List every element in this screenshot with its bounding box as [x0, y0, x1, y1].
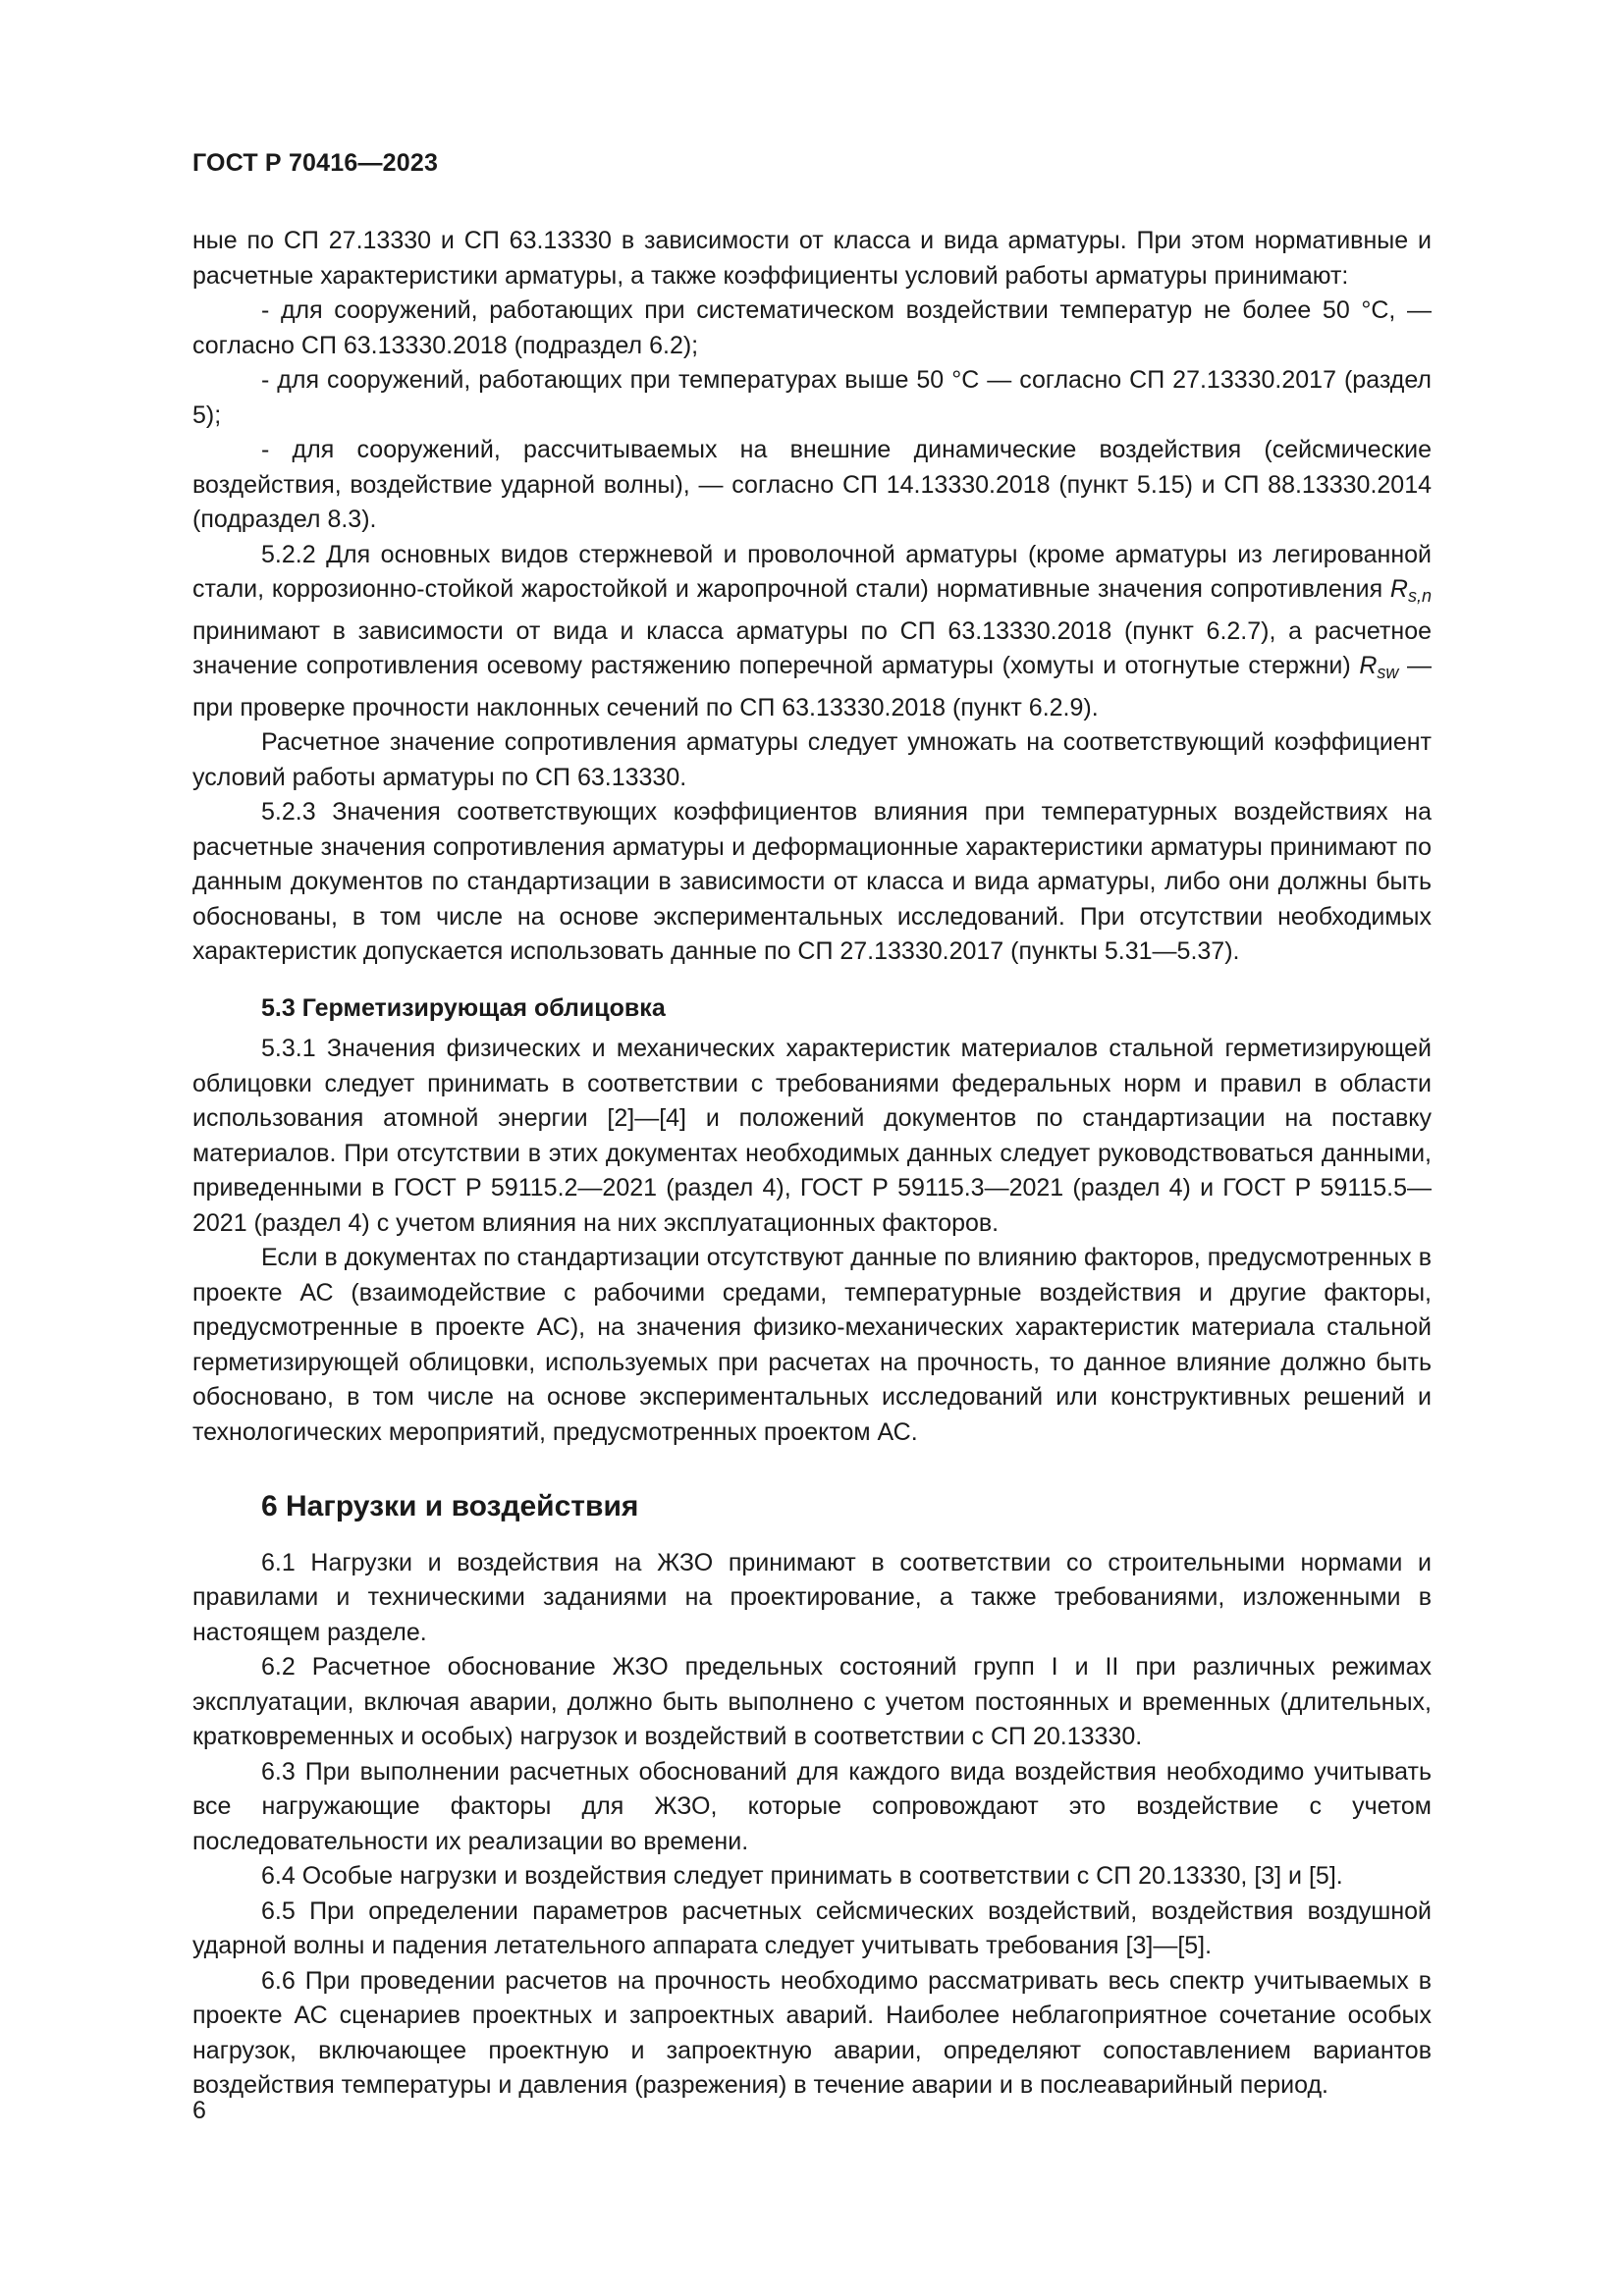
- section-heading-5-3: 5.3 Герметизирующая облицовка: [261, 993, 666, 1022]
- paragraph-6-1: 6.1 Нагрузки и воздействия на ЖЗО принимают в соответствии со строительными нормами и правилами и техническими заданиями на проектирование, а также требованиями, изложенными в настоящем разделе.: [192, 1548, 1432, 1646]
- list-item-dynamic-impacts: - для сооружений, рассчитываемых на внешние динамические воздействия (сейсмические воздействия, воздействие ударной волны), — согласно СП 14.13330.2018 (пункт 5.15) и СП 88.13330.2014 (подраздел 8.3).: [192, 436, 1432, 533]
- paragraph-6-6: 6.6 При проведении расчетов на прочность необходимо рассматривать весь спектр учитываемых в проекте АС сценариев проектных и запроектных аварий. Наиболее неблагоприятное сочетание особых нагрузок, включающее проектную и запроектную аварии, определяют сопоставлением вариантов воздействия температуры и давления (разрежения) в течение аварии и в послеаварийный период.: [192, 1966, 1432, 2100]
- paragraph-6-3: 6.3 При выполнении расчетных обоснований для каждого вида воздействия необходимо учитывать все нагружающие факторы для ЖЗО, которые сопровождают это воздействие с учетом последовательности их реализации во времени.: [192, 1757, 1432, 1855]
- document-body: [192, 224, 1432, 2104]
- document-code-header: ГОСТ Р 70416—2023: [192, 149, 439, 177]
- paragraph-5-3-1: 5.3.1 Значения физических и механических характеристик материалов стальной герметизирующей облицовки следует принимать в соответствии с требованиями федеральных норм и правил в области использования атомной энергии [2]—[4] и положений документов по стандартизации на поставку материалов. При отсутствии в этих документах необходимых данных следует руководствоваться данными, приведенными в ГОСТ Р 59115.2—2021 (раздел 4), ГОСТ Р 59115.3—2021 (раздел 4) и ГОСТ Р 59115.5—2021 (раздел 4) с учетом влияния на них эксплуатационных факторов.: [192, 1035, 1432, 1237]
- page-number: 6: [192, 2097, 206, 2124]
- symbol-r-sn: $R_{s,n}$: [1389, 575, 1432, 607]
- paragraph-6-2: 6.2 Расчетное обоснование ЖЗО предельных состояний групп I и II при различных режимах эксплуатации, включая аварии, должно быть выполнено с учетом постоянных и временных (длительных, кратковременных и особых) нагрузок и воздействий в соответствии с СП 20.13330.: [192, 1653, 1432, 1751]
- paragraph-6-5: 6.5 При определении параметров расчетных сейсмических воздействий, воздействия воздушной ударной волны и падения летательного аппарата следует учитывать требования [3]—[5].: [192, 1896, 1432, 1960]
- paragraph-5-2-3: 5.2.3 Значения соответствующих коэффициентов влияния при температурных воздействиях на расчетные значения сопротивления арматуры и деформационные характеристики арматуры принимают по данным документов по стандартизации в зависимости от класса и вида арматуры, либо они должны быть обоснованы, в том числе на основе экспериментальных исследований. При отсутствии необходимых характеристик допускается использовать данные по СП 27.13330.2017 (пункты 5.31—5.37).: [192, 798, 1432, 966]
- paragraph-design-resistance: Расчетное значение сопротивления арматуры следует умножать на соответствующий коэффициент условий работы арматуры по СП 63.13330.: [192, 728, 1432, 791]
- symbol-r-sw: $R_{sw}$: [1359, 652, 1399, 683]
- list-item-temp-below-50: - для сооружений, работающих при систематическом воздействии температур не более 50 °С, — согласно СП 63.13330.2018 (подраздел 6.2);: [192, 296, 1432, 359]
- paragraph-6-4: 6.4 Особые нагрузки и воздействия следует принимать в соответствии с СП 20.13330, [3] и [5].: [261, 1862, 1343, 1891]
- paragraph-continuation: ные по СП 27.13330 и СП 63.13330 в зависимости от класса и вида арматуры. При этом нормативные и расчетные характеристики арматуры, а также коэффициенты условий работы арматуры принимают:: [192, 227, 1432, 290]
- list-item-temp-above-50: - для сооружений, работающих при температурах выше 50 °С — согласно СП 27.13330.2017 (раздел 5);: [192, 366, 1432, 429]
- chapter-heading-6: 6 Нагрузки и воздействия: [261, 1490, 639, 1523]
- paragraph-5-2-2: 5.2.2 Для основных видов стержневой и проволочной арматуры (кроме арматуры из легированной стали, коррозионно-стойкой жаростойкой и жаропрочной стали) нормативные значения сопротивления $R_{s,n}$ принимают в зависимости от вида и класса арматуры по СП 63.13330.2018 (пункт 6.2.7), а расчетное значение сопротивления осевому растяжению поперечной арматуры (хомуты и отогнутые стержни) $R_{sw}$ — при проверке прочности наклонных сечений по СП 63.13330.2018 (пункт 6.2.9).: [192, 540, 1432, 721]
- paragraph-factors-influence: Если в документах по стандартизации отсутствуют данные по влиянию факторов, предусмотренных в проекте АС (взаимодействие с рабочими средами, температурные воздействия и другие факторы, предусмотренные в проекте АС), на значения физико-механических характеристик материала стальной герметизирующей облицовки, используемых при расчетах на прочность, то данное влияние должно быть обосновано, в том числе на основе экспериментальных исследований или конструктивных решений и технологических мероприятий, предусмотренных проектом АС.: [192, 1244, 1432, 1446]
